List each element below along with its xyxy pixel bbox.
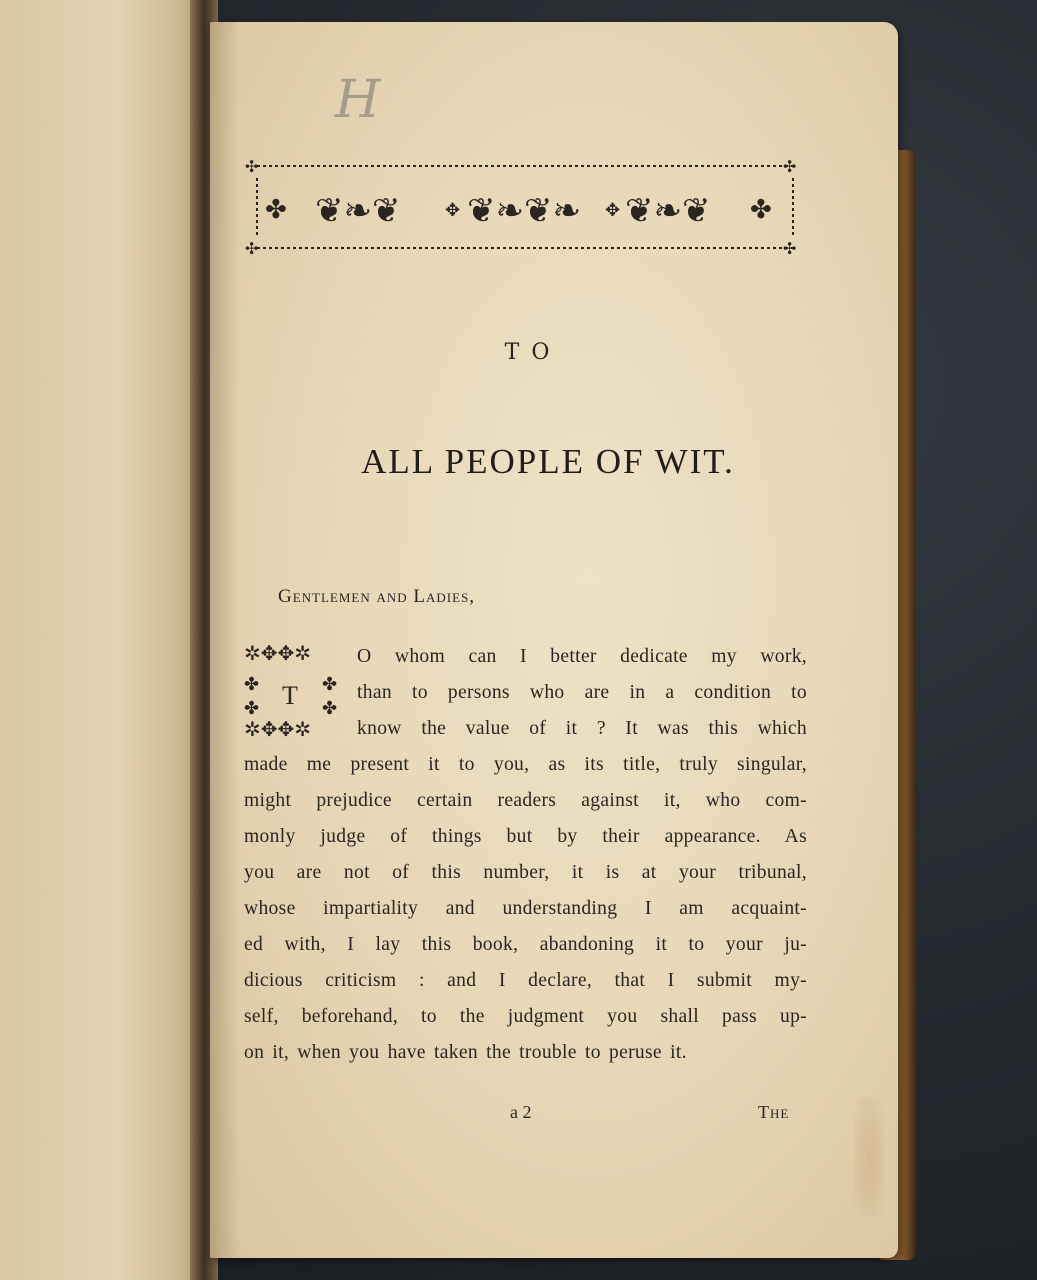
svg-text:✤: ✤ [244,674,260,695]
svg-text:❦❧❦❧: ❦❧❦❧ [467,191,581,231]
catchword: The [758,1102,790,1122]
body-line: on it, when you have taken the trouble to peruse it. [244,1042,687,1063]
body-line: O whom can I better dedicate my work, [357,646,807,667]
svg-text:✲✥✥✲: ✲✥✥✲ [244,641,312,665]
svg-text:✣: ✣ [245,158,259,176]
svg-text:T: T [282,681,298,710]
body-line: made me present it to you, as its title, truly singular, [244,754,807,775]
body-line: you are not of this number, it is at your tribunal, [244,862,807,883]
svg-text:✲✥✥✲: ✲✥✥✲ [244,717,312,741]
svg-text:✥: ✥ [605,200,621,221]
svg-text:✤: ✤ [322,698,338,719]
dedication-body [244,639,807,1071]
body-line: monly judge of things but by their appearance. As [244,826,807,847]
body-line: self, beforehand, to the judgment you shall pass up- [244,1006,807,1027]
heading-to: TO [504,340,562,365]
svg-text:✥: ✥ [445,200,461,221]
body-line: than to persons who are in a condition to [357,682,807,703]
ornamental-headpiece [245,158,805,256]
svg-text:❦❧❦: ❦❧❦ [315,191,401,231]
body-line: know the value of it ? It was this which [357,718,807,739]
svg-text:✤: ✤ [750,195,772,225]
svg-text:✤: ✤ [244,698,260,719]
salutation: Gentlemen and Ladies, [278,586,476,607]
body-line: ed with, I lay this book, abandoning it to your ju- [244,934,807,955]
body-line: might prejudice certain readers against it, who com- [244,790,807,811]
svg-text:✣: ✣ [783,158,797,176]
body-line: whose impartiality and understanding I am acquaint- [244,898,807,919]
svg-text:✣: ✣ [245,239,259,256]
svg-text:❦❧❦: ❦❧❦ [625,191,711,231]
svg-text:✤: ✤ [265,195,287,225]
pencil-annotation: H [335,70,384,130]
svg-text:✤: ✤ [322,674,338,695]
left-page [0,0,212,1280]
dedication-title: ALL PEOPLE OF WIT. [361,442,735,481]
right-page [210,22,898,1258]
body-line: dicious criticism : and I declare, that I submit my- [244,970,807,991]
signature-mark: a 2 [510,1102,532,1122]
svg-text:✣: ✣ [783,239,797,256]
